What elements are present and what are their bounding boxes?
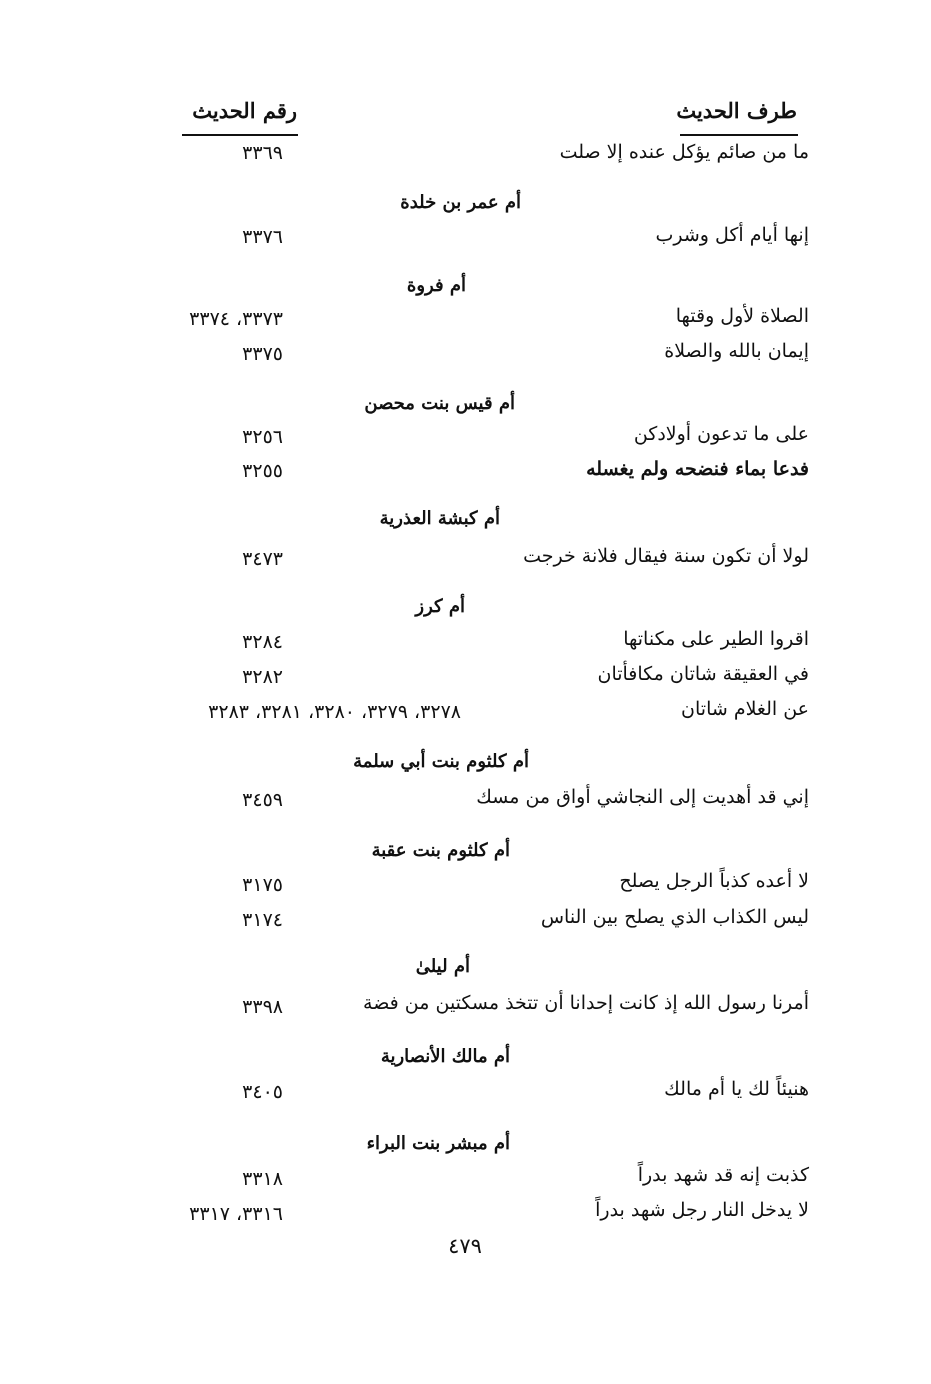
hadith-text: ما من صائم يؤكل عنده إلا صلت: [559, 141, 809, 163]
narrator-heading: أم قيس بنت محصن: [364, 393, 515, 414]
hadith-text: إيمان بالله والصلاة: [664, 340, 809, 362]
hadith-number: ٣١٧٥: [242, 874, 283, 896]
narrator-heading: أم كبشة العذرية: [379, 508, 500, 529]
hadith-number: ٣٣٧٦: [242, 226, 283, 248]
hadith-text: لا يدخل النار رجل شهد بدراً: [595, 1199, 809, 1221]
hadith-number: ٣٢٥٥: [242, 460, 283, 482]
hadith-number: ٣٤٥٩: [242, 789, 283, 811]
hadith-number: ٣٣٦٩: [242, 142, 283, 164]
hadith-number: ٣٢٧٨، ٣٢٧٩، ٣٢٨٠، ٣٢٨١، ٣٢٨٣: [208, 701, 461, 723]
narrator-heading: أم مبشر بنت البراء: [366, 1133, 510, 1154]
hadith-number: ٣٣٩٨: [242, 996, 283, 1018]
hadith-text: في العقيقة شاتان مكافأتان: [597, 663, 809, 685]
header-number-column: رقم الحديث: [192, 98, 297, 123]
header-number-underline: [182, 134, 298, 136]
narrator-heading: أم ليلىٰ: [415, 956, 470, 977]
hadith-text: الصلاة لأول وقتها: [675, 305, 809, 327]
hadith-number: ٣٢٥٦: [242, 426, 283, 448]
hadith-number: ٣٤٧٣: [242, 548, 283, 570]
hadith-text: عن الغلام شاتان: [681, 698, 809, 720]
hadith-text: فدعا بماء فنضحه ولم يغسله: [586, 458, 809, 480]
hadith-number: ٣٤٠٥: [242, 1081, 283, 1103]
hadith-text: أمرنا رسول الله إذ كانت إحدانا أن تتخذ مسكتين من فضة: [363, 992, 809, 1014]
narrator-heading: أم كلثوم بنت عقبة: [371, 840, 510, 861]
page-number: ٤٧٩: [448, 1234, 482, 1258]
hadith-number: ٣٣١٨: [242, 1168, 283, 1190]
hadith-text: كذبت إنه قد شهد بدراً: [637, 1164, 809, 1186]
hadith-number: ٣٢٨٤: [242, 631, 283, 653]
hadith-text: إني قد أهديت إلى النجاشي أواق من مسك: [476, 786, 809, 808]
narrator-heading: أم مالك الأنصارية: [380, 1046, 510, 1067]
hadith-text: لولا أن تكون سنة فيقال فلانة خرجت: [523, 545, 809, 567]
narrator-heading: أم عمر بن خلدة: [400, 192, 521, 213]
hadith-number: ٣٣٧٥: [242, 343, 283, 365]
hadith-text: اقروا الطير على مكناتها: [623, 628, 809, 650]
narrator-heading: أم كرز: [415, 596, 465, 617]
header-hadith-underline: [680, 134, 798, 136]
hadith-text: هنيئاً لك يا أم مالك: [664, 1078, 809, 1100]
hadith-text: على ما تدعون أولادكن: [633, 423, 809, 445]
hadith-text: ليس الكذاب الذي يصلح بين الناس: [540, 906, 809, 928]
header-hadith-column: طرف الحديث: [676, 98, 797, 123]
hadith-number: ٣١٧٤: [242, 909, 283, 931]
hadith-text: إنها أيام أكل وشرب: [655, 224, 809, 246]
narrator-heading: أم فروة: [406, 275, 466, 296]
narrator-heading: أم كلثوم بنت أبي سلمة: [353, 751, 529, 772]
hadith-text: لا أعده كذباً الرجل يصلح: [619, 870, 809, 892]
hadith-number: ٣٢٨٢: [242, 666, 283, 688]
hadith-number: ٣٣٧٣، ٣٣٧٤: [189, 308, 283, 330]
hadith-number: ٣٣١٦، ٣٣١٧: [189, 1203, 283, 1225]
